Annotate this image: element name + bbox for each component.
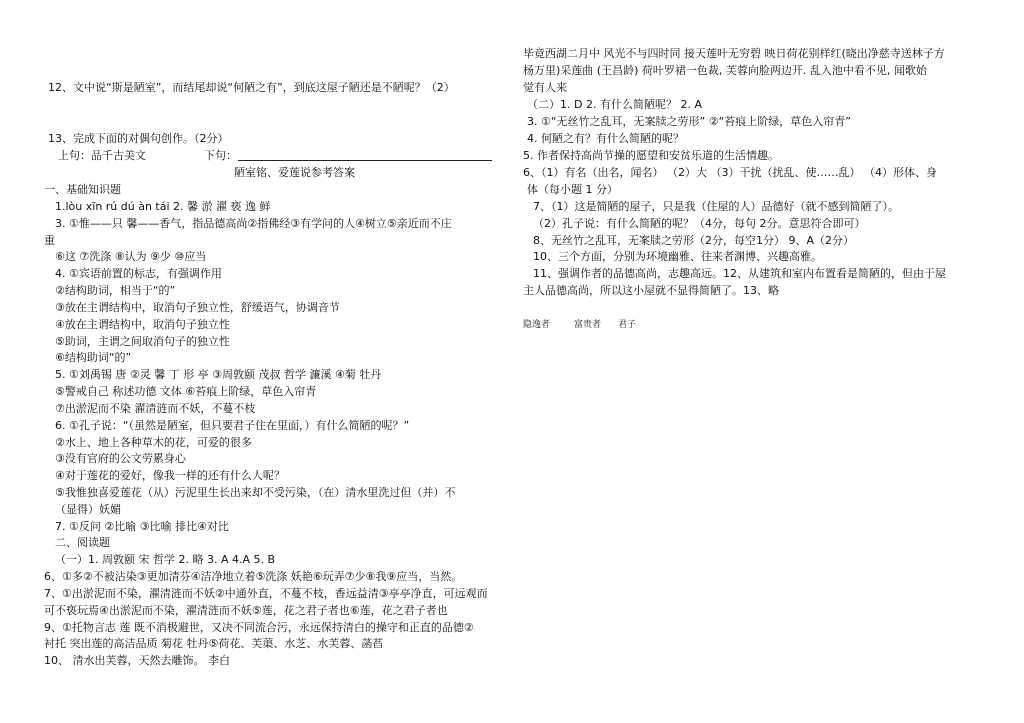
answer-line: ④对于莲花的爱好，像我一样的还有什么人呢？ (55, 469, 285, 482)
answer-line: 7. ①反问 ②比喻 ③比喻 排比④对比 (55, 520, 229, 533)
answer-line: ⑤我惟独喜爱莲花（从）污泥里生长出来却不受污染，（在）清水里洗过但（并）不 (55, 486, 456, 499)
answer-line: 重 (44, 234, 55, 247)
answer-line: 9、①托物言志 莲 既不消极避世，又决不同流合污，永远保持清白的操守和正直的品德② (44, 621, 474, 634)
answer-line: ③放在主谓结构中，取消句子独立性，舒缓语气，协调音节 (55, 301, 340, 314)
answer-line: （一）1. 周敦颐 宋 哲学 2. 略 3. A 4.A 5. B (55, 553, 276, 566)
q13-lower-label: 下句： (204, 149, 237, 162)
footer-item-hermit: 隐逸者 (523, 320, 551, 330)
answer-line: 二、阅读题 (55, 536, 110, 549)
answer-line: 7、（1）这是简陋的屋子，只是我（住屋的人）品德好（就不感到简陋了）。 (533, 200, 899, 213)
answer-line: 衬托 突出莲的高洁品质 菊花 牡丹⑤荷花、芙蕖、水芝、水芙蓉、菡萏 (44, 637, 384, 650)
answer-line: 6、（1）有名（出名，闻名） （2）大 （3）干扰（扰乱、使……乱） （4）形体、身 (523, 166, 937, 179)
answer-line: 5. ①刘禹锡 唐 ②灵 馨 丁 形 亭 ③周敦颐 茂叔 哲学 濂溪 ④菊 牡丹 (55, 368, 382, 381)
answer-line: 10、三个方面，分别为环境幽雅、往来者渊博、兴趣高雅。 (533, 250, 822, 263)
question-13: 13、完成下面的对偶句创作。（2分） (48, 132, 229, 145)
answer-line: ⑤警戒自己 称述功德 文体 ⑥苔痕上阶绿，草色入帘青 (55, 385, 317, 398)
question-12: 12、文中说“斯是陋室”，而结尾却说“何陋之有”，到底这屋子陋还是不陋呢？（2） (48, 81, 455, 94)
answer-line: ④放在主谓结构中，取消句子独立性 (55, 318, 230, 331)
answer-line: ⑦出淤泥而不染 濯清涟而不妖，不蔓不枝 (55, 402, 256, 415)
answer-line: ⑥这 ⑦洗涤 ⑧认为 ⑨少 ⑩应当 (55, 250, 207, 263)
answer-line: 主人品德高尚，所以这小屋就不显得简陋了。13、略 (523, 284, 779, 297)
footer-item-wealthy: 富贵者 (574, 320, 602, 330)
answer-line: 毕竟西湖二月中 风光不与四时同 接天莲叶无穷碧 映日荷花别样红(晓出净慈寺送林子方 (523, 47, 945, 60)
answer-line: 可不亵玩焉④出淤泥而不染，濯清涟而不妖⑤莲，花之君子者也⑥莲，花之君子者也 (44, 604, 448, 617)
answer-line: ②结构助词，相当于“的” (55, 284, 176, 297)
answer-line: 11、强调作者的品德高尚，志趣高远。12、从建筑和室内布置看是简陋的，但由于屋 (533, 267, 946, 280)
answer-line: 觉有人来 (523, 81, 567, 94)
answer-line: 7、①出淤泥而不染，濯清涟而不妖②中通外直，不蔓不枝，香远益清③亭亭净直，可远观而 (44, 587, 488, 600)
answer-line: ⑤助词，主谓之间取消句子的独立性 (55, 335, 230, 348)
answer-section-title: 陋室铭、爱莲说参考答案 (234, 166, 355, 179)
answer-line: 体（每小题 1 分） (527, 183, 618, 196)
answer-line: ⑥结构助词“的” (55, 351, 132, 364)
footer-item-gentleman: 君子 (618, 320, 637, 330)
answer-line: 4. ①宾语前置的标志，有强调作用 (55, 267, 222, 280)
answer-line: 3. ①惟——只 馨——香气，指品德高尚②指佛经③有学问的人④树立⑤亲近而不庄 (55, 217, 452, 230)
answer-line: 4. 何陋之有？有什么简陋的呢？ (527, 132, 684, 145)
answer-line: 6. ①孔子说：“（虽然是陋室，但只要君子住在里面，）有什么简陋的呢？” (55, 419, 410, 432)
answer-line: ②水上、地上各种草木的花，可爱的很多 (55, 436, 252, 449)
answer-line: （2）孔子说：有什么简陋的呢？（4分，每句 2分。意思符合即可） (533, 217, 866, 230)
answer-line: （二）1. D 2. 有什么简陋呢？ 2. A (527, 98, 702, 111)
answer-line: 杨万里)采莲曲 (王昌龄) 荷叶罗裙一色裁, 芙蓉向脸两边开. 乱入池中看不见, 闻歌始 (523, 64, 927, 77)
answer-line: 3. ①“无丝竹之乱耳，无案牍之劳形” ②“苔痕上阶绿，草色入帘青” (527, 115, 852, 128)
q13-answer-blank (238, 160, 492, 161)
answer-line: 1.lòu xīn rú dú àn tái 2. 馨 淤 濯 亵 逸 鲜 (55, 200, 271, 213)
answer-line: 8、无丝竹之乱耳，无案牍之劳形（2分，每空1分） 9、A（2分） (533, 234, 855, 247)
answer-line: 一、基础知识题 (44, 183, 121, 196)
answer-line: 6、①多②不被沾染③更加清芬④洁净地立着⑤洗涤 妖艳⑥玩弄⑦少⑧我⑨应当，当然。 (44, 570, 463, 583)
answer-line: 5. 作者保持高尚节操的愿望和安贫乐道的生活情趣。 (523, 149, 779, 162)
answer-line: 10、 清水出芙蓉，天然去雕饰。 李白 (44, 654, 230, 667)
q13-upper-line: 上句：品千古美文 (58, 149, 146, 162)
answer-line: ③没有官府的公文劳累身心 (55, 452, 186, 465)
answer-line: （显得）妖媚 (55, 503, 121, 516)
